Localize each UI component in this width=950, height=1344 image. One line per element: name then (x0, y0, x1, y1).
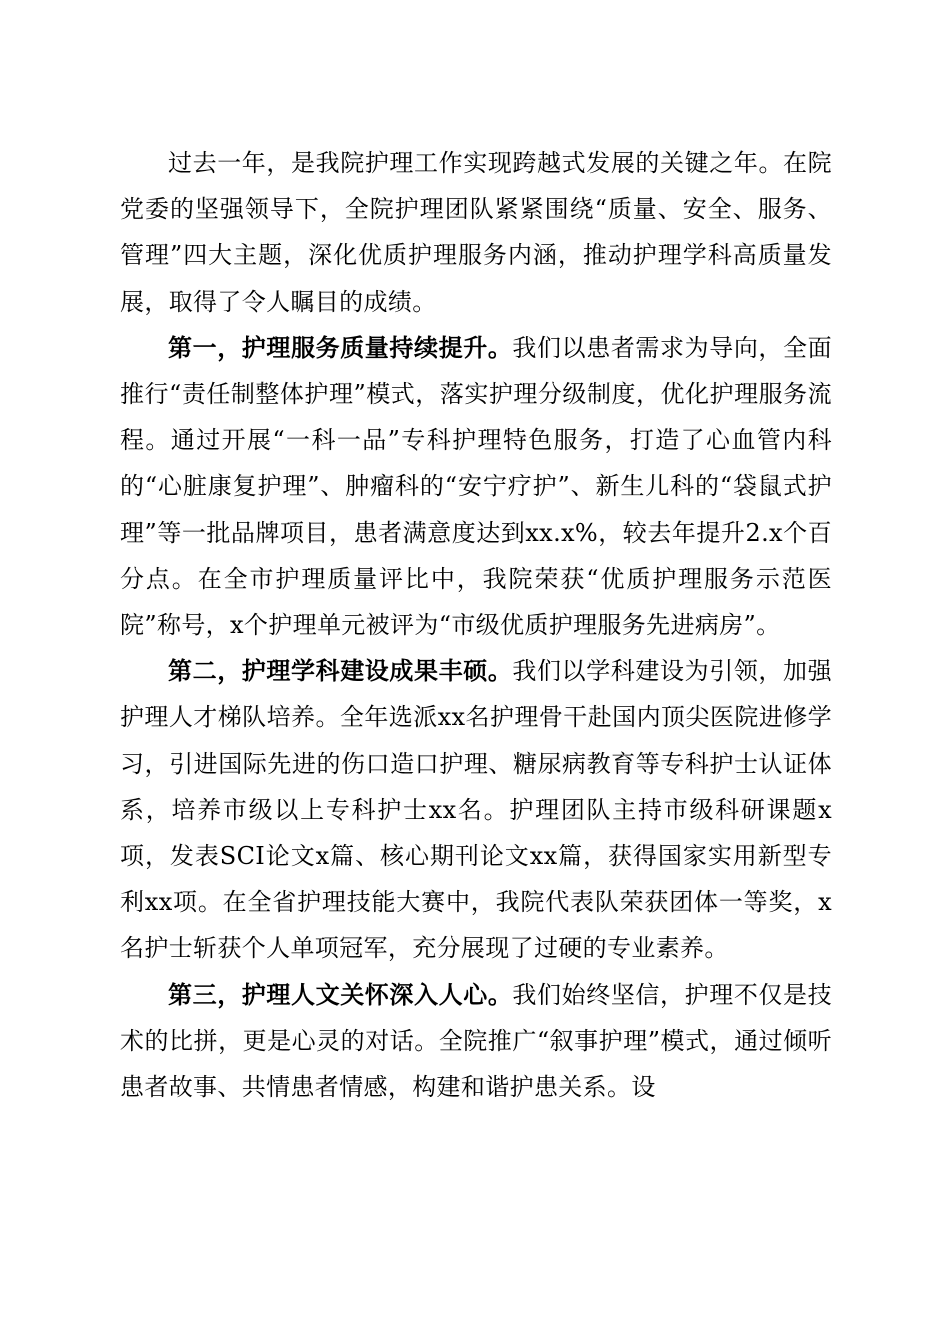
paragraph-discipline-building (120, 648, 832, 971)
paragraph-text: 我们以学科建设为引领，加强护理人才梯队培养。全年选派xx名护理骨干赴国内顶尖医院进修学习，引进国际先进的伤口造口护理、糖尿病教育等专科护士认证体系，培养市级以上专科护士xx名。护理团队主持市级科研课题x项，发表SCI论文x篇、核心期刊论文xx篇，获得国家实用新型专利xx项。在全省护理技能大赛中，我院代表队荣获团体一等奖，x名护士斩获个人单项冠军，充分展现了过硬的专业素养。 (120, 657, 832, 963)
paragraph-text: 我们以患者需求为导向，全面推行“责任制整体护理”模式，落实护理分级制度，优化护理服务流程。通过开展“一科一品”专科护理特色服务，打造了心血管内科的“心脏康复护理”、肿瘤科的“安宁疗护”、新生儿科的“袋鼠式护理”等一批品牌项目，患者满意度达到xx.x%，较去年提升2.x个百分点。在全市护理质量评比中，我院荣获“优质护理服务示范医院”称号，x个护理单元被评为“市级优质护理服务先进病房”。 (120, 333, 832, 640)
paragraph-text: 过去一年，是我院护理工作实现跨越式发展的关键之年。在院党委的坚强领导下，全院护理团队紧紧围绕“质量、安全、服务、管理”四大主题，深化优质护理服务内涵，推动护理学科高质量发展，取得了令人瞩目的成绩。 (120, 149, 832, 316)
paragraph-humanistic-care (120, 972, 832, 1111)
paragraph-lead: 第一，护理服务质量持续提升。 (168, 332, 513, 362)
paragraph-lead: 第三，护理人文关怀深入人心。 (168, 979, 513, 1009)
document-body (120, 140, 832, 1110)
paragraph-service-quality (120, 325, 832, 648)
paragraph-intro (120, 140, 832, 325)
paragraph-lead: 第二，护理学科建设成果丰硕。 (168, 656, 513, 686)
paragraph-text: 我们始终坚信，护理不仅是技术的比拼，更是心灵的对话。全院推广“叙事护理”模式，通过倾听患者故事、共情患者情感，构建和谐护患关系。设 (120, 980, 832, 1102)
